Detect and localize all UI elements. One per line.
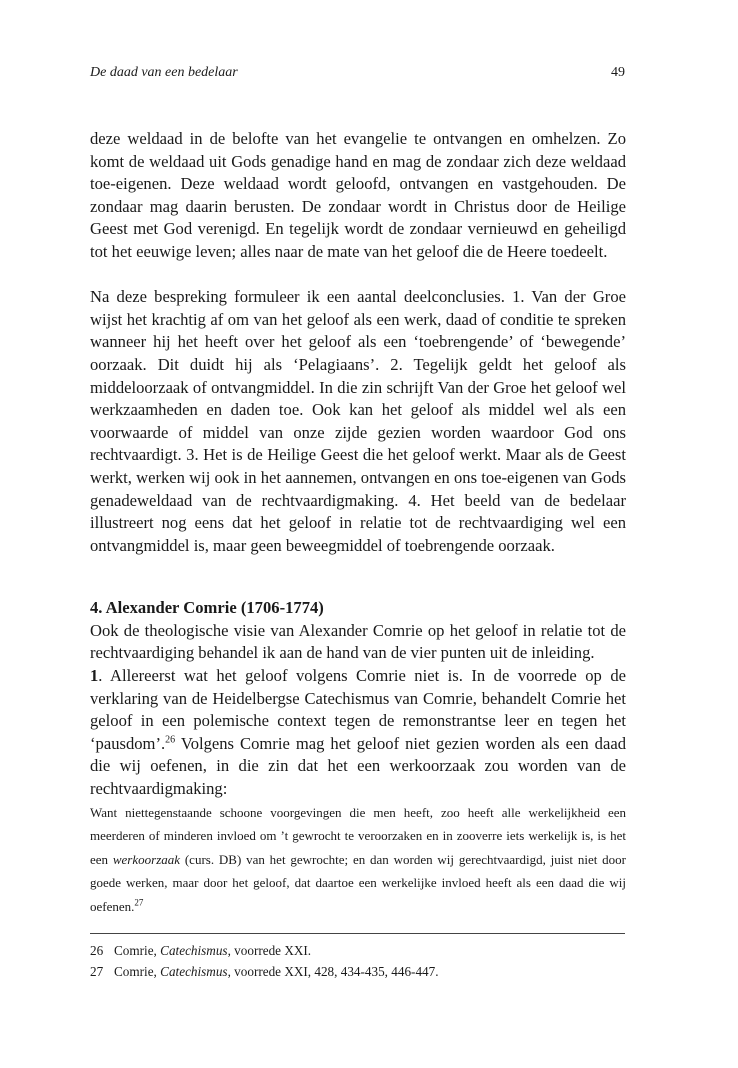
footnote-author: Comrie, <box>114 964 161 979</box>
footnote-work: Catechismus <box>160 964 228 979</box>
section-heading: 4. Alexander Comrie (1706-1774) <box>90 598 324 618</box>
point-number: 1 <box>90 666 99 686</box>
section-spacer <box>90 557 626 597</box>
quote-text-2: (curs. DB) van het gewrochte; en dan worden wij gerechtvaardigd, juist niet door goede werken, maar door het geloof, dat daartoe een werkelijke invloed heeft als een daad die wij oefenen. <box>90 851 626 914</box>
footnote-number: 26 <box>90 943 104 958</box>
footnote-work: Catechismus <box>160 943 228 958</box>
footnote-location: , voorrede XXI, 428, 434-435, 446-447. <box>227 964 439 979</box>
paragraph-spacer <box>90 264 626 287</box>
section-intro: Ook de theologische visie van Alexander Comrie op het geloof in relatie tot de rechtvaardiging behandel ik aan de hand van de vier punten uit de inleiding. <box>90 620 626 663</box>
paragraph-1: deze weldaad in de belofte van het evangelie te ontvangen en omhelzen. Zo komt de weldaad uit Gods genadige hand en mag de zondaar zich deze weldaad toe-eigenen. Deze weldaad wordt geloofd, ontvangen en vastgehouden. De zondaar mag daarin berusten. De zondaar wordt in Christus door de Heilige Geest met God verenigd. En tegelijk wordt de zondaar vernieuwd en geheiligd tot het eeuwige leven; alles naar de mate van het geloof die de Heere toedeelt. <box>90 129 626 261</box>
section-point-1 <box>90 665 626 801</box>
footnote-location: , voorrede XXI. <box>227 943 312 958</box>
footnote-number: 27 <box>90 964 104 979</box>
footnote-ref-26[interactable]: 26 <box>165 734 176 746</box>
footnote-ref-27[interactable]: 27 <box>134 897 144 908</box>
block-quote <box>90 801 626 919</box>
main-text <box>90 128 626 919</box>
footnotes <box>90 940 625 982</box>
quote-text-1: Want niettegenstaande schoone voorgevingen die men heeft, zoo heeft alle werkelijkheid een meerderen of minderen invloed om ’t gewrocht te veroorzaken en in zooverre iets werkelijk is, is het een <box>90 804 626 867</box>
quote-emphasis: werkoorzaak <box>112 851 181 867</box>
footnote-divider <box>90 933 625 934</box>
running-title: De daad van een bedelaar <box>90 65 238 80</box>
running-header <box>90 64 625 82</box>
point-text-2: Volgens Comrie mag het geloof niet gezien worden als een daad die wij oefenen, in die zin dat het een werkoorzaak zou worden van de rechtvaardigmaking: <box>90 733 626 799</box>
footnote-26 <box>90 940 625 961</box>
footnote-author: Comrie, <box>114 943 161 958</box>
footnote-27 <box>90 961 625 982</box>
paragraph-2: Na deze bespreking formuleer ik een aantal deelconclusies. 1. Van der Groe wijst het krachtig af om van het geloof als een werk, daad of conditie te spreken wanneer hij het heeft over het geloof als een ‘toebrengende’ of ‘bewegende’ oorzaak. Dit duidt hij als ‘Pelagiaans’. 2. Tegelijk geldt het geloof als middeloorzaak of ontvangmiddel. In die zin schrijft Van der Groe het geloof wel werkzaamheden en daden toe. Ook kan het geloof als middel wel als een voorwaarde of middel van onze zijde gezien worden waardoor God ons rechtvaardigt. 3. Het is de Heilige Geest die het geloof werkt. Maar als de Geest werkt, werken wij ook in het aannemen, ontvangen en ons toe-eigenen van Gods genadeweldaad van de rechtvaardigmaking. 4. Het beeld van de bedelaar illustreert nog eens dat het geloof in relatie tot de rechtvaardiging wel een ontvangmiddel is, maar geen beweegmiddel of toebrengende oorzaak. <box>90 287 626 555</box>
page-number: 49 <box>611 65 625 80</box>
point-text-1: . Allereerst wat het geloof volgens Comrie niet is. In de voorrede op de verklaring van de Heidelbergse Catechismus van Comrie, behandelt Comrie het geloof in een polemische context tegen de remonstrantse leer en tegen het ‘pausdom’. <box>90 666 626 753</box>
